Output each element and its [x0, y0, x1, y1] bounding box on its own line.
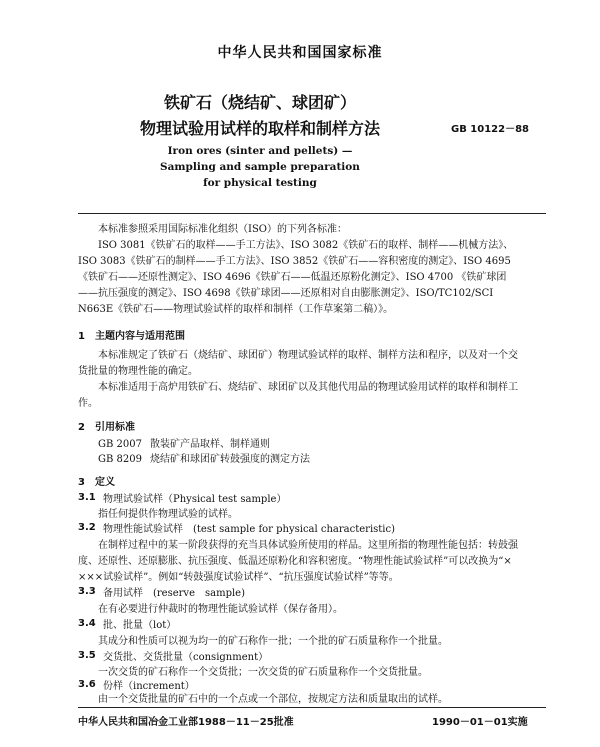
- definition-number: 3.5: [78, 650, 96, 661]
- approval-line: 中华人民共和国冶金工业部1988－11－25批准: [78, 717, 294, 728]
- definition-term: 物理性能试验试样 (test sample for physical characteristic): [103, 524, 395, 535]
- title-en-line-1: Iron ores (sinter and pellets) —: [167, 145, 353, 157]
- section-1-line: 本标准适用于高炉用铁矿石、烧结矿、球团矿以及其他代用品的物理试验用试样的取样和制样工: [98, 382, 518, 393]
- intro-line: 本标准参照采用国际标准化组织（ISO）的下列各标准：: [98, 224, 347, 235]
- definition-text: 在有必要进行仲裁时的物理性能试验试样（保存备用）。: [98, 604, 343, 615]
- reference-code: GB 2007: [98, 439, 142, 450]
- intro-line: ISO 3081《铁矿石的取样——手工方法》、ISO 3082《铁矿石的取样、制样——机械方法》、: [98, 240, 514, 251]
- definition-number: 3.4: [78, 618, 96, 629]
- section-1-heading: 1 主题内容与适用范围: [78, 331, 185, 342]
- definition-text: 一次交货的矿石称作一个交货批；一次交货的矿石质量称作一个交货批量。: [98, 667, 428, 678]
- section-2-heading: 2 引用标准: [78, 422, 135, 433]
- footer-divider: [78, 707, 546, 708]
- definition-term: 物理试验试样（Physical test sample）: [103, 494, 287, 505]
- definition-number: 3.2: [78, 522, 96, 533]
- title-en-line-2: Sampling and sample preparation: [160, 161, 360, 173]
- intro-line: N663E《铁矿石——物理试验试样的取样和制样（工作草案第二稿）》。: [78, 304, 394, 315]
- section-1-line: 本标准规定了铁矿石（烧结矿、球团矿）物理试验试样的取样、制样方法和程序，以及对一个交: [98, 350, 518, 361]
- definition-term: 批、批量（lot）: [103, 620, 177, 631]
- standard-number: GB 10122－88: [451, 124, 530, 135]
- section-3-heading: 3 定义: [78, 477, 115, 488]
- definition-number: 3.1: [78, 492, 96, 503]
- title-cn-line-1: 铁矿石（烧结矿、球团矿）: [163, 93, 356, 112]
- reference-title: 散装矿产品取样、制样通则: [150, 439, 270, 450]
- standard-category-header: 中华人民共和国国家标准: [217, 45, 383, 61]
- reference-code: GB 8209: [98, 454, 142, 465]
- effective-date: 1990－01－01实施: [432, 717, 528, 728]
- definition-text: ×××试验试样”。例如“转鼓强度试验试样”、“抗压强度试验试样”等等。: [78, 572, 399, 583]
- definition-number: 3.3: [78, 586, 96, 597]
- definition-text: 由一个交货批量的矿石中的一个点或一个部位，按规定方法和质量取出的试样。: [98, 694, 448, 705]
- section-1-line: 作。: [78, 398, 98, 409]
- title-en-line-3: for physical testing: [203, 177, 317, 189]
- definition-text: 度、还原性、还原膨胀、抗压强度、低温还原粉化和容积密度。“物理性能试验试样”可以改换为“×: [78, 556, 512, 567]
- definition-term: 份样（increment）: [103, 681, 195, 692]
- intro-line: ISO 3083《铁矿石的制样——手工方法》、ISO 3852《铁矿石——容积密度的测定》、ISO 4695: [78, 256, 511, 267]
- intro-line: ——抗压强度的测定》、ISO 4698《铁矿球团——还原相对自由膨胀测定》、ISO/TC102/SCI: [78, 288, 494, 299]
- title-cn-line-2: 物理试验用试样的取样和制样方法: [139, 119, 380, 138]
- definition-number: 3.6: [78, 679, 96, 690]
- definition-text: 指任何提供作物理试验的试样。: [98, 509, 238, 520]
- intro-line: 《铁矿石——还原性测定》、ISO 4696《铁矿石——低温还原粉化测定》、ISO 4700 《铁矿球团: [78, 272, 507, 283]
- definition-term: 备用试样 (reserve sample): [103, 588, 245, 599]
- definition-term: 交货批、交货批量（consignment）: [103, 652, 269, 663]
- definition-text: 其成分和性质可以视为均一的矿石称作一批；一个批的矿石质量称作一个批量。: [98, 636, 448, 647]
- reference-title: 烧结矿和球团矿转鼓强度的测定方法: [150, 454, 310, 465]
- definition-text: 在制样过程中的某一阶段获得的充当具体试验所使用的样品。这里所指的物理性能包括：转鼓强: [98, 540, 518, 551]
- title-divider: [78, 213, 546, 214]
- section-1-line: 货批量的物理性能的确定。: [78, 366, 198, 377]
